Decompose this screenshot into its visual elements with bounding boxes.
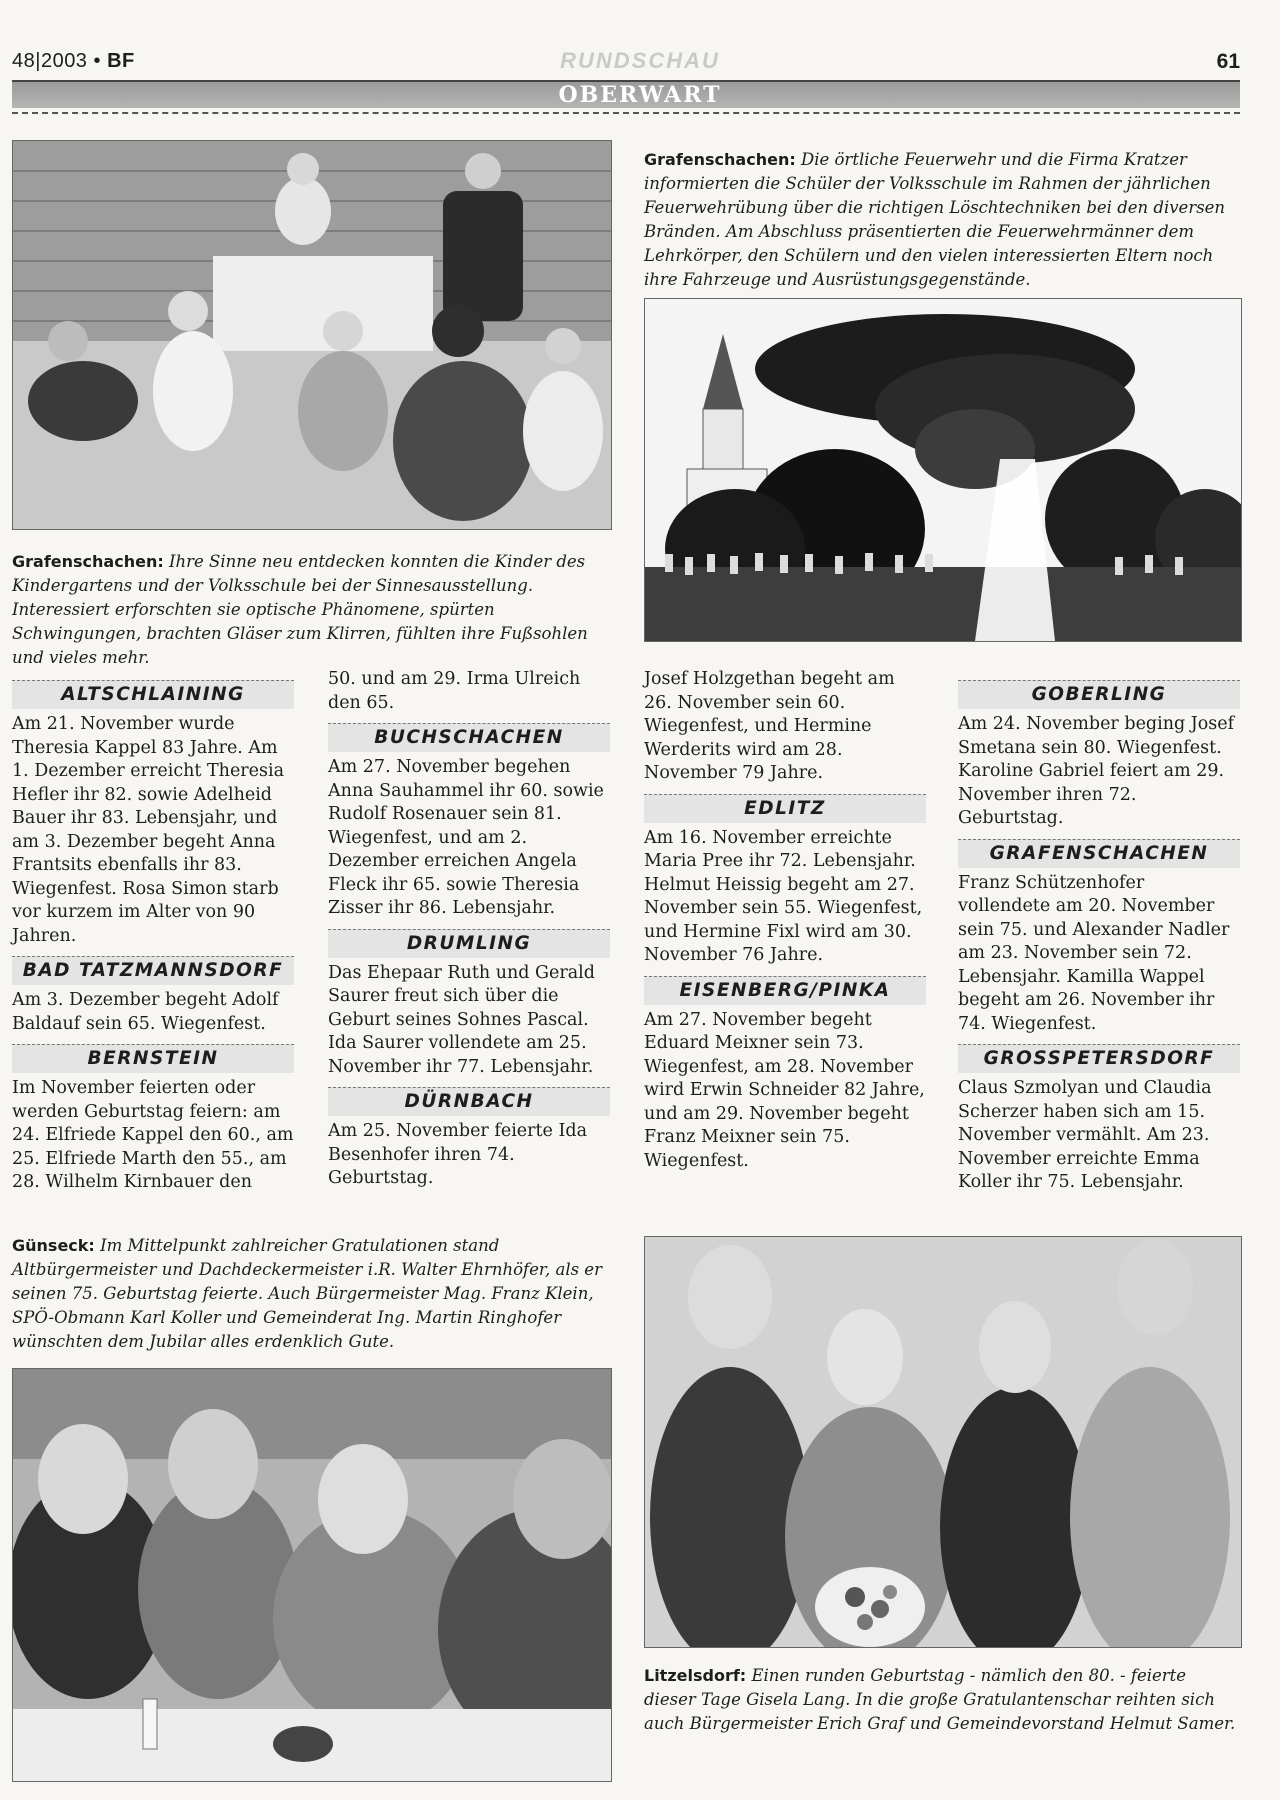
news-column-3 [644,668,926,1173]
section-heading: BAD TATZMANNSDORF [12,956,294,985]
section-text: Am 27. November begehen Anna Sauhammel ihr 60. sowie Rudolf Rosenauer sein 81. Wiegenfest, und am 2. Dezember erreichen Angela Fleck ihr 65. sowie Theresia Zisser ihr 86. Lebensjahr. [328,757,604,918]
section-heading: DÜRNBACH [328,1087,610,1116]
page-number: 61 [1216,50,1240,73]
section-text: Am 27. November begeht Eduard Meixner sein 73. Wiegenfest, am 28. November wird Erwin Schneider 82 Jahre, und am 29. November begeht Franz Meixner sein 75. Wiegenfest. [644,1009,925,1171]
news-column-4 [958,680,1240,1195]
magazine-title: RUNDSCHAU [560,48,720,73]
caption-text: Im Mittelpunkt zahlreicher Gratulationen stand Altbürgermeister und Dachdeckermeister i.R. Walter Ehrnhöfer, als er seinen 75. Geburtstag feierte. Auch Bürgermeister Mag. Franz Klein, SPÖ-Obmann Karl Koller und Gemeinderat Ing. Martin Ringhofer wünschten dem Jubilar alles erdenklich Gute. [12,1236,602,1351]
news-column-1 [12,680,294,1195]
section-heading: GROSSPETERSDORF [958,1044,1240,1073]
photo-guenseck-birthday [12,1368,612,1782]
caption-sensory-exhibition [12,550,610,670]
section-text: Das Ehepaar Ruth und Gerald Saurer freut sich über die Geburt seines Sohnes Pascal. Ida Saurer vollendete am 25. November ihr 77. Lebensjahr. [328,962,595,1077]
section-text: Im November feierten oder werden Geburtstag feiern: am 24. Elfriede Kappel den 60., am 25. Elfriede Marth den 55., am 28. Wilhelm Kirnbauer den [12,1078,294,1192]
caption-text: Ihre Sinne neu entdecken konnten die Kinder des Kindergartens und der Volksschule bei der Sinnesausstellung. Interessiert erforschten sie optische Phänomene, spürten Schwingungen, brachten Gläser zum Klirren, fühlten ihre Fußsohlen und vieles mehr. [12,552,588,667]
caption-place: Grafenschachen: [12,552,164,571]
caption-place: Grafenschachen: [644,150,796,169]
section-text: Am 24. November beging Josef Smetana sein 80. Wiegenfest. Karoline Gabriel feiert am 29. November ihren 72. Geburtstag. [958,714,1235,828]
caption-place: Litzelsdorf: [644,1666,747,1685]
brand-label: BF [107,50,135,72]
section-text: Am 3. Dezember begeht Adolf Baldauf sein 65. Wiegenfest. [12,990,279,1034]
section-heading: EDLITZ [644,794,926,823]
section-text: Franz Schützenhofer vollendete am 20. November sein 75. und Alexander Nadler am 23. November sein 72. Lebensjahr. Kamilla Wappel begeht am 26. November ihr 74. Wiegenfest. [958,872,1230,1034]
news-column-2 [328,668,610,1191]
region-title: OBERWART [558,82,722,108]
caption-guenseck [12,1234,610,1354]
photo-sensory-exhibition [12,140,612,530]
section-text: Am 16. November erreichte Maria Pree ihr 72. Lebensjahr. Helmut Heissig begeht am 27. November sein 55. Wiegenfest, und Hermine Fixl wird am 30. November 76 Jahre. [644,827,923,965]
section-heading: DRUMLING [328,929,610,958]
section-text: Am 21. November wurde Theresia Kappel 83 Jahre. Am 1. Dezember erreicht Theresia Hefler ihr 82. sowie Adelheid Bauer ihr 83. Lebensjahr, und am 3. Dezember begeht Anna Frantsits ebenfalls ihr 83. Wiegenfest. Rosa Simon starb vor kurzem im Alter von 90 Jahren. [12,714,285,946]
header-dashed-divider [12,112,1240,114]
section-heading: BERNSTEIN [12,1044,294,1073]
section-heading: BUCHSCHACHEN [328,723,610,752]
section-heading: GOBERLING [958,680,1240,709]
section-text: Josef Holzgethan begeht am 26. November sein 60. Wiegenfest, und Hermine Werderits wird am 28. November 79 Jahre. [644,669,895,783]
section-heading: ALTSCHLAINING [12,680,294,709]
section-heading: GRAFENSCHACHEN [958,839,1240,868]
caption-litzelsdorf [644,1664,1240,1736]
photo-litzelsdorf-birthday [644,1236,1242,1648]
caption-text: Einen runden Geburtstag - nämlich den 80. - feierte dieser Tage Gisela Lang. In die große Gratulantenschar reihten sich auch Bürgermeister Erich Graf und Gemeindevorstand Helmut Samer. [644,1666,1236,1733]
section-heading: EISENBERG/PINKA [644,976,926,1005]
caption-place: Günseck: [12,1236,95,1255]
section-text: 50. und am 29. Irma Ulreich den 65. [328,669,581,713]
section-text: Claus Szmolyan und Claudia Scherzer haben sich am 15. November vermählt. Am 23. November erreichte Emma Koller ihr 75. Lebensjahr. [958,1078,1212,1192]
section-text: Am 25. November feierte Ida Besenhofer ihren 74. Geburtstag. [328,1121,588,1188]
caption-fire-drill [644,148,1240,292]
photo-fire-drill [644,298,1242,642]
issue-label: 48|2003 • BF [12,50,135,72]
caption-text: Die örtliche Feuerwehr und die Firma Kratzer informierten die Schüler der Volksschule im Rahmen der jährlichen Feuerwehrübung über die richtigen Löschtechniken bei den diversen Bränden. Am Abschluss präsentierten die Feuerwehrmänner dem Lehrkörper, den Schülern und den vielen interessierten Eltern noch ihre Fahrzeuge und Ausrüstungsgegenstände. [644,150,1226,289]
